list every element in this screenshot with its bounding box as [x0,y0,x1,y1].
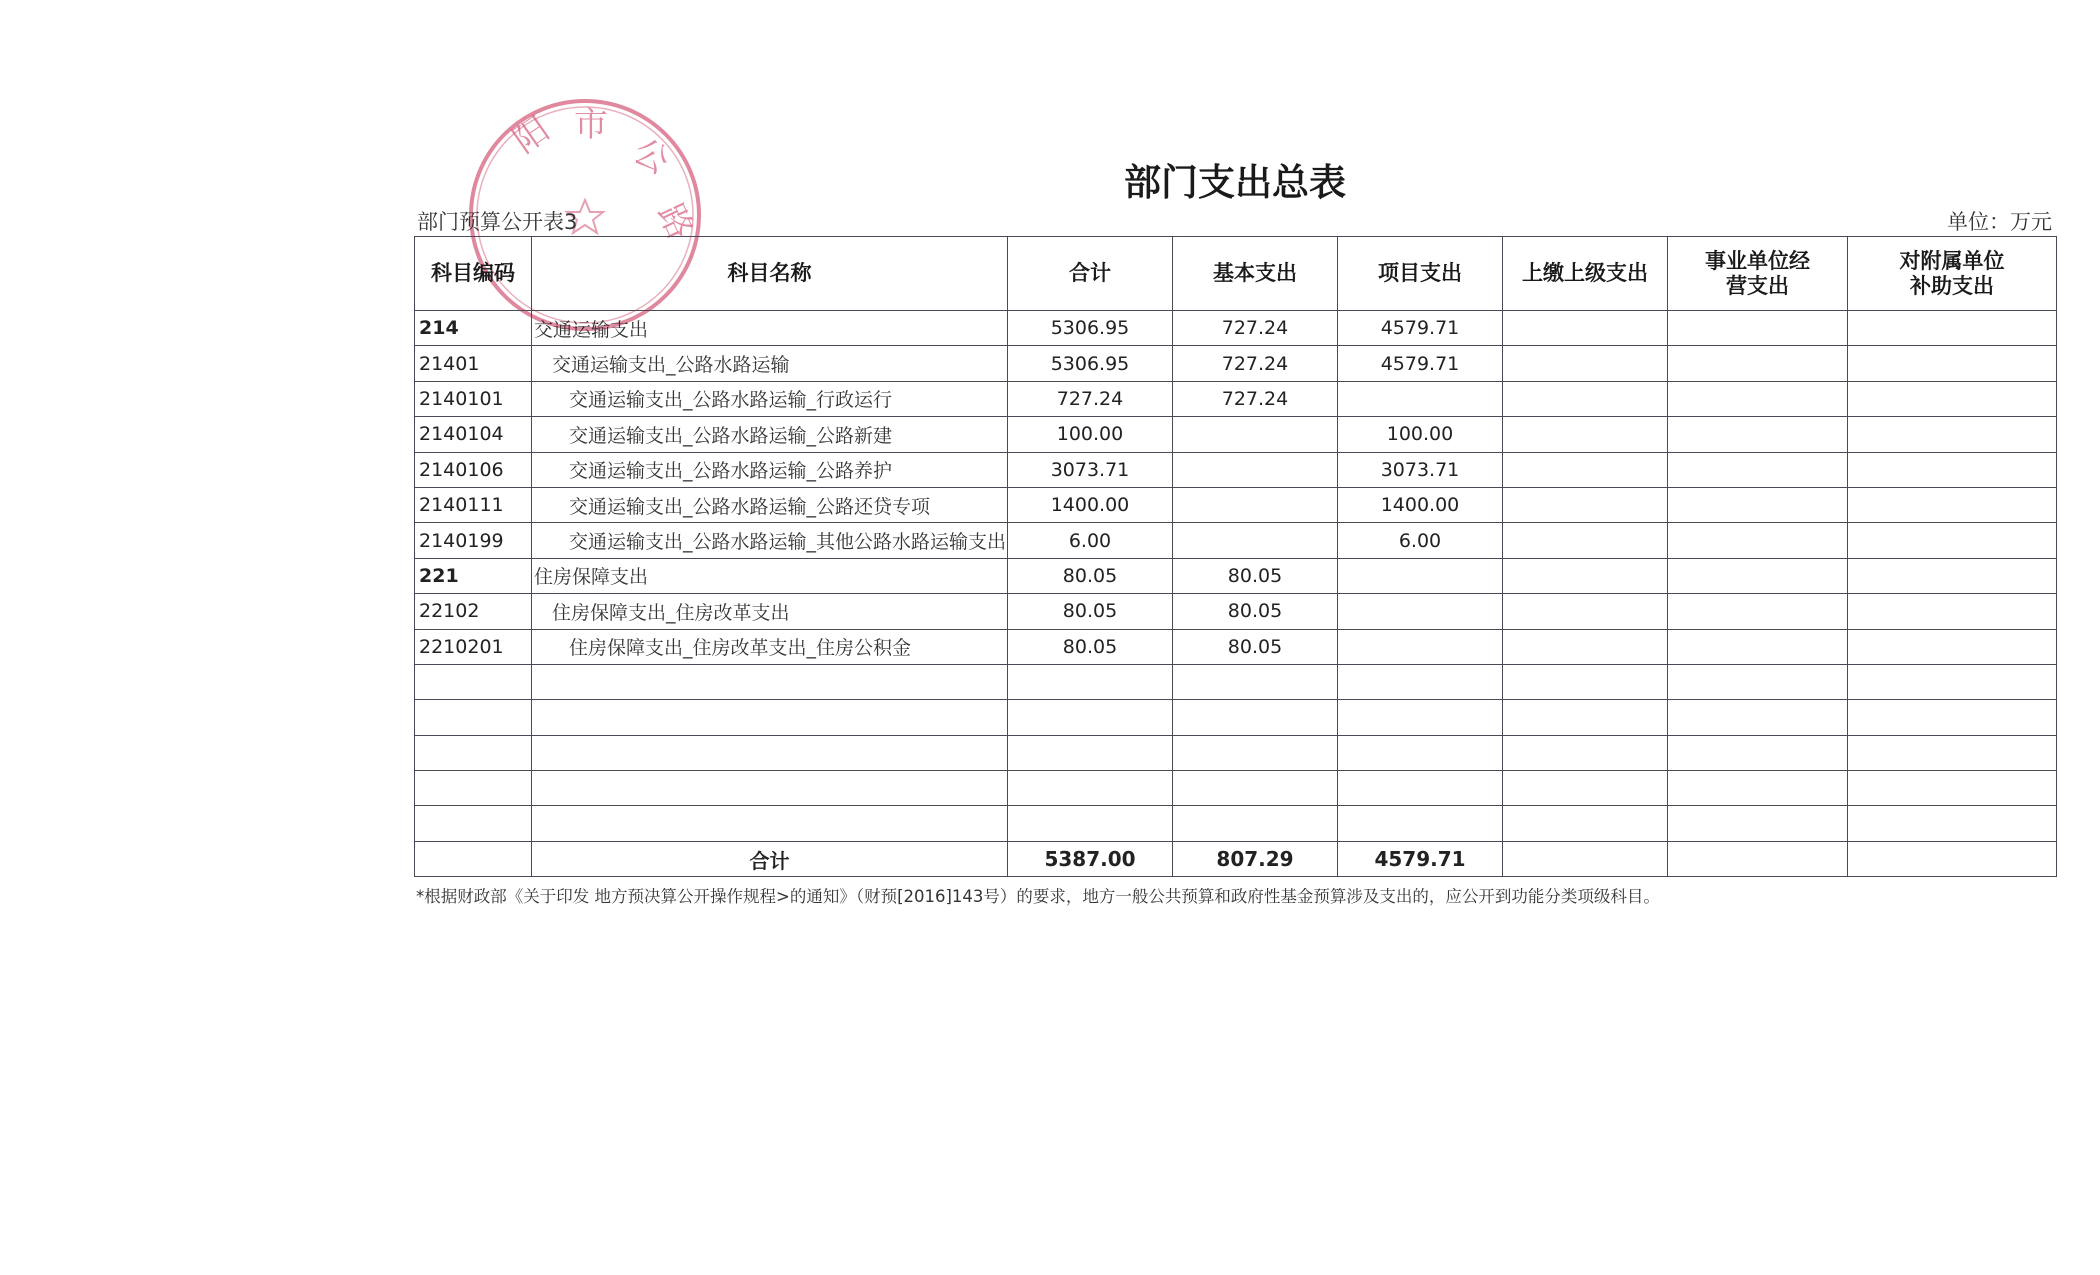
row-business [1668,523,1848,558]
row-project: 4579.71 [1338,346,1503,381]
row-total: 5306.95 [1008,311,1173,346]
row-code: 22102 [415,594,532,629]
header-total: 合计 [1008,237,1173,311]
header-basic: 基本支出 [1173,237,1338,311]
row-upper [1503,346,1668,381]
row-name: 住房保障支出_住房改革支出_住房公积金 [532,629,1008,664]
row-basic [1173,523,1338,558]
row-upper [1503,594,1668,629]
row-total: 80.05 [1008,558,1173,593]
row-total: 727.24 [1008,381,1173,416]
row-subsidy [1848,311,2057,346]
row-business [1668,594,1848,629]
row-project [1338,594,1503,629]
header-code: 科目编码 [415,237,532,311]
row-name: 交通运输支出_公路水路运输_公路新建 [532,417,1008,452]
table-row [415,487,2057,522]
svg-text:市: 市 [574,105,608,145]
row-code: 2140199 [415,523,532,558]
row-name: 交通运输支出_公路水路运输_其他公路水路运输支出 [532,523,1008,558]
total-row [415,841,2057,876]
row-basic: 727.24 [1173,381,1338,416]
header-business: 事业单位经营支出 [1668,237,1848,311]
row-project: 6.00 [1338,523,1503,558]
row-code: 21401 [415,346,532,381]
svg-text:阳: 阳 [506,109,558,162]
expenditure-table [414,236,2057,877]
row-subsidy [1848,417,2057,452]
table-row [415,417,2057,452]
row-project: 3073.71 [1338,452,1503,487]
page-title: 部门支出总表 [1124,161,1346,204]
row-basic: 727.24 [1173,346,1338,381]
row-subsidy [1848,523,2057,558]
row-subsidy [1848,558,2057,593]
table-row [415,381,2057,416]
row-subsidy [1848,629,2057,664]
table-row [415,346,2057,381]
row-project: 1400.00 [1338,487,1503,522]
row-basic: 727.24 [1173,311,1338,346]
empty-row [415,771,2057,806]
row-project: 4579.71 [1338,311,1503,346]
row-code: 2140104 [415,417,532,452]
row-total: 80.05 [1008,594,1173,629]
row-subsidy [1848,487,2057,522]
empty-row [415,735,2057,770]
row-name: 交通运输支出 [532,311,1008,346]
empty-row [415,664,2057,699]
row-basic: 80.05 [1173,594,1338,629]
row-total: 6.00 [1008,523,1173,558]
unit-label: 单位：万元 [1947,210,2052,234]
row-business [1668,487,1848,522]
row-upper [1503,487,1668,522]
row-total: 80.05 [1008,629,1173,664]
row-code: 221 [415,558,532,593]
total-subsidy [1848,841,2057,876]
header-project: 项目支出 [1338,237,1503,311]
table-row [415,594,2057,629]
row-basic [1173,487,1338,522]
row-code: 2210201 [415,629,532,664]
total-label: 合计 [532,841,1008,876]
row-basic: 80.05 [1173,629,1338,664]
row-business [1668,381,1848,416]
footnote: *根据财政部《关于印发 地方预决算公开操作规程>的通知》（财预[2016]143号）的要求，地方一般公共预算和政府性基金预算涉及支出的，应公开到功能分类项级科目。 [416,887,1660,906]
row-project: 100.00 [1338,417,1503,452]
row-project [1338,558,1503,593]
row-total: 3073.71 [1008,452,1173,487]
row-upper [1503,381,1668,416]
table-id-label: 部门预算公开表3 [417,210,578,234]
row-upper [1503,452,1668,487]
header-subsidy: 对附属单位补助支出 [1848,237,2057,311]
row-basic: 80.05 [1173,558,1338,593]
row-business [1668,452,1848,487]
row-upper [1503,311,1668,346]
row-total: 5306.95 [1008,346,1173,381]
table-header-row [415,237,2057,311]
row-subsidy [1848,381,2057,416]
row-upper [1503,629,1668,664]
row-upper [1503,417,1668,452]
total-upper [1503,841,1668,876]
row-name: 交通运输支出_公路水路运输_公路养护 [532,452,1008,487]
row-code: 2140111 [415,487,532,522]
row-business [1668,417,1848,452]
row-code: 2140101 [415,381,532,416]
table-row [415,452,2057,487]
svg-text:路: 路 [649,197,701,246]
total-basic: 807.29 [1173,841,1338,876]
total-business [1668,841,1848,876]
row-code: 2140106 [415,452,532,487]
total-total: 5387.00 [1008,841,1173,876]
row-subsidy [1848,452,2057,487]
total-project: 4579.71 [1338,841,1503,876]
row-upper [1503,523,1668,558]
row-name: 交通运输支出_公路水路运输_公路还贷专项 [532,487,1008,522]
row-basic [1173,417,1338,452]
table-row [415,558,2057,593]
empty-row [415,700,2057,735]
row-business [1668,346,1848,381]
row-name: 交通运输支出_公路水路运输 [532,346,1008,381]
row-business [1668,629,1848,664]
header-name: 科目名称 [532,237,1008,311]
row-upper [1503,558,1668,593]
table-row [415,311,2057,346]
svg-text:公: 公 [626,131,676,183]
row-business [1668,558,1848,593]
row-project [1338,629,1503,664]
row-basic [1173,452,1338,487]
row-total: 100.00 [1008,417,1173,452]
row-subsidy [1848,346,2057,381]
row-business [1668,311,1848,346]
table-row [415,523,2057,558]
row-name: 交通运输支出_公路水路运输_行政运行 [532,381,1008,416]
row-project [1338,381,1503,416]
row-name: 住房保障支出_住房改革支出 [532,594,1008,629]
row-subsidy [1848,594,2057,629]
header-upper: 上缴上级支出 [1503,237,1668,311]
row-code: 214 [415,311,532,346]
table-row [415,629,2057,664]
row-total: 1400.00 [1008,487,1173,522]
row-name: 住房保障支出 [532,558,1008,593]
empty-row [415,806,2057,841]
